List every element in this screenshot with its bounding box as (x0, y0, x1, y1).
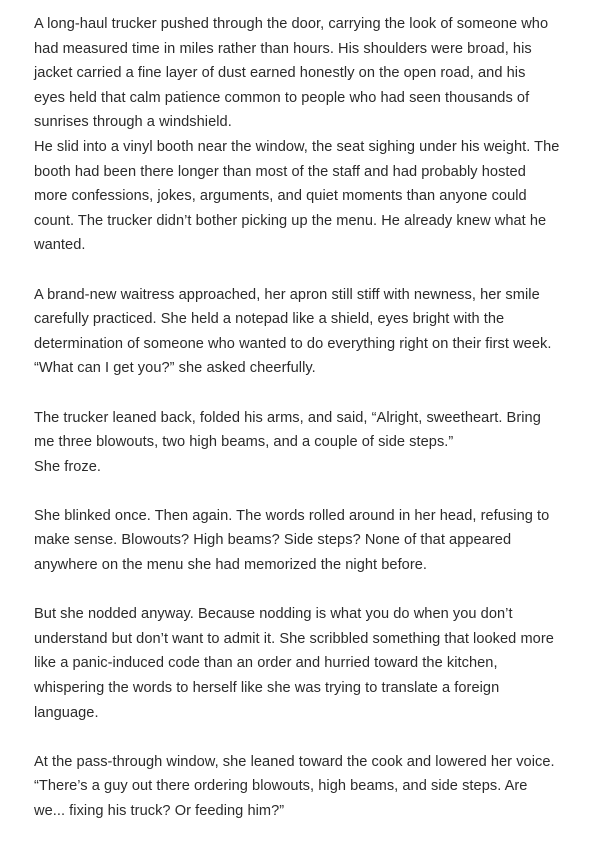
text-line: make sense. Blowouts? High beams? Side steps? None of that appeared (34, 532, 512, 549)
text-line: understand but don’t want to admit it. She scribbled something that looked more (34, 630, 554, 647)
paragraph-waitress-confused (34, 504, 594, 578)
paragraph-pass-through-window (34, 750, 594, 824)
text-line: At the pass-through window, she leaned toward the cook and lowered her voice. (34, 753, 555, 770)
text-line: “There’s a guy out there ordering blowouts, high beams, and side steps. Are (34, 778, 528, 795)
text-line: But she nodded anyway. Because nodding is what you do when you don’t (34, 606, 513, 623)
text-line: “What can I get you?” she asked cheerfully. (34, 360, 316, 377)
text-line: sunrises through a windshield. (34, 114, 232, 131)
text-line: anywhere on the menu she had memorized the night before. (34, 557, 428, 574)
text-line: carefully practiced. She held a notepad like a shield, eyes bright with the (34, 311, 505, 328)
paragraph-waitress-nods (34, 602, 594, 725)
paragraph-trucker-arrives (34, 12, 594, 258)
text-line: booth had been there longer than most of the staff and had probably hosted (34, 163, 526, 180)
story-article (34, 12, 594, 848)
text-line: had measured time in miles rather than hours. His shoulders were broad, his (34, 40, 532, 57)
text-line: wanted. (34, 237, 86, 254)
text-line: A brand-new waitress approached, her apron still stiff with newness, her smile (34, 286, 540, 303)
text-line: count. The trucker didn’t bother picking up the menu. He already knew what he (34, 212, 547, 229)
text-line: whispering the words to herself like she was trying to translate a foreign (34, 680, 500, 697)
text-line: jacket carried a fine layer of dust earned honestly on the open road, and his (34, 65, 526, 82)
text-line: language. (34, 704, 99, 721)
text-line: eyes held that calm patience common to people who had seen thousands of (34, 89, 530, 106)
text-line: She blinked once. Then again. The words rolled around in her head, refusing to (34, 507, 550, 524)
text-line: She froze. (34, 458, 102, 475)
paragraph-waitress-approaches (34, 283, 594, 381)
text-line: A long-haul trucker pushed through the door, carrying the look of someone who (34, 16, 549, 32)
text-line: me three blowouts, two high beams, and a couple of side steps.” (34, 434, 454, 451)
paragraph-trucker-orders (34, 406, 594, 480)
text-line: like a panic-induced code than an order and hurried toward the kitchen, (34, 655, 498, 672)
text-line: we... fixing his truck? Or feeding him?” (34, 803, 285, 819)
text-line: The trucker leaned back, folded his arms, and said, “Alright, sweetheart. Bring (34, 409, 541, 426)
text-line: He slid into a vinyl booth near the window, the seat sighing under his weight. The (34, 138, 560, 155)
text-line: determination of someone who wanted to do everything right on their first week. (34, 335, 552, 352)
text-line: more confessions, jokes, arguments, and quiet moments than anyone could (34, 188, 527, 205)
